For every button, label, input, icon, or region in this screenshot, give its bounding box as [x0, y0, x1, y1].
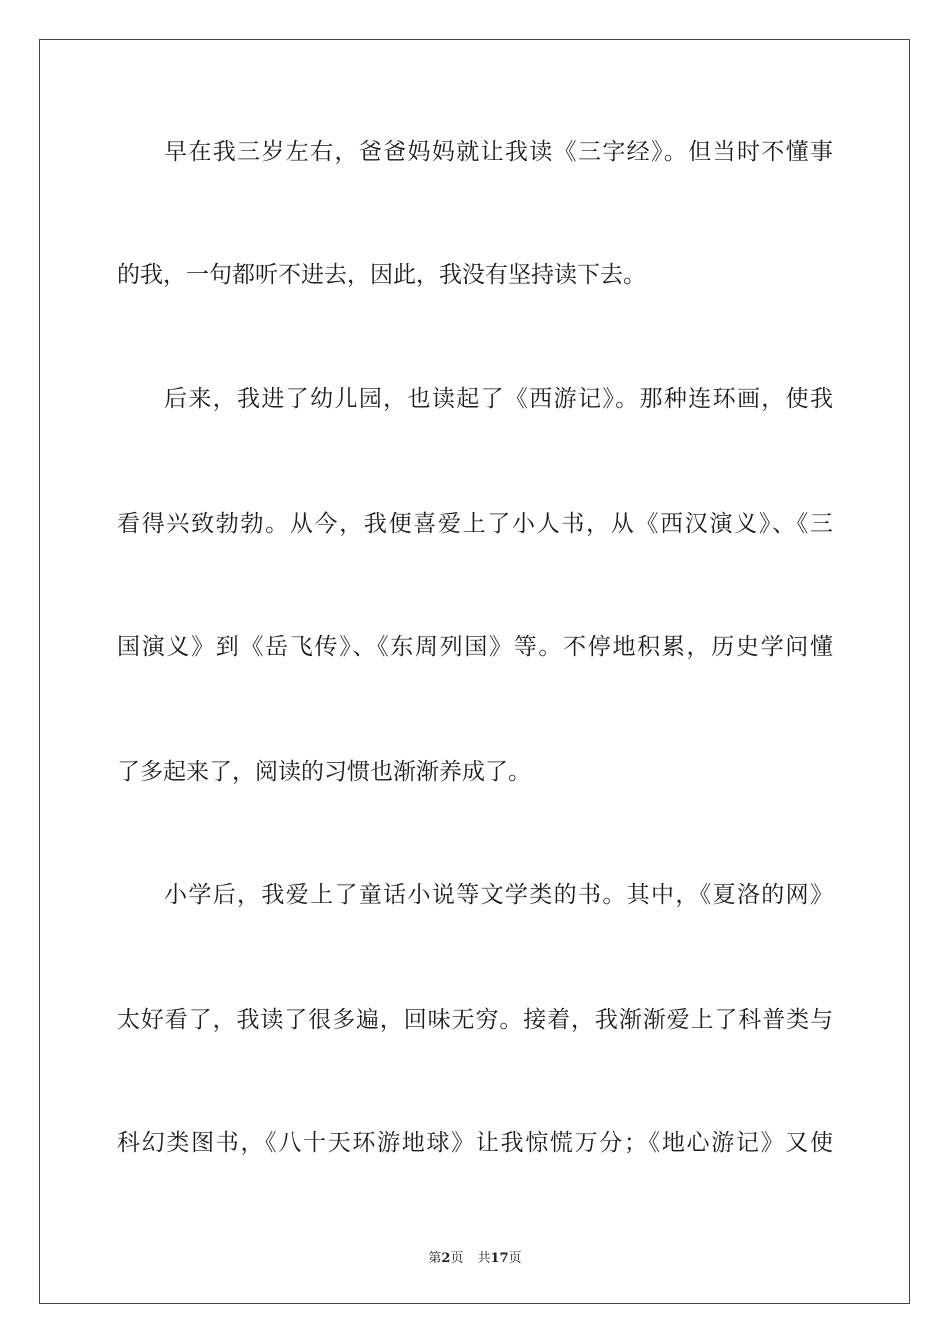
paragraph-2-line-3: 国演义》到《岳飞传》、《东周列国》等。不停地积累，历史学问懂 [117, 634, 833, 660]
paragraph-3-line-2: 太好看了，我读了很多遍，回味无穷。接着，我渐渐爱上了科普类与 [117, 1007, 833, 1033]
paragraph-1-line-2: 的我，一句都听不进去，因此，我没有坚持读下去。 [117, 262, 646, 288]
page-footer [0, 1247, 950, 1266]
total-pages: 17 [490, 1251, 509, 1266]
page-frame [39, 39, 910, 1304]
paragraph-1-line-1: 早在我三岁左右，爸爸妈妈就让我读《三字经》。但当时不懂事 [164, 139, 833, 165]
paragraph-2-line-4: 了多起来了，阅读的习惯也渐渐养成了。 [117, 759, 531, 785]
paragraph-3-line-3: 科幻类图书，《八十天环游地球》让我惊慌万分；《地心游记》又使 [117, 1130, 833, 1156]
page-number: 2 [441, 1251, 451, 1266]
page-suffix: 页 [450, 1251, 464, 1266]
total-prefix: 共 [477, 1251, 491, 1266]
paragraph-2-line-1: 后来，我进了幼儿园，也读起了《西游记》。那种连环画，使我 [164, 386, 833, 412]
paragraph-3-line-1: 小学后，我爱上了童话小说等文学类的书。其中，《夏洛的网》 [164, 882, 833, 908]
page-prefix: 第 [428, 1251, 442, 1266]
total-suffix: 页 [508, 1251, 522, 1266]
paragraph-2-line-2: 看得兴致勃勃。从今，我便喜爱上了小人书，从《西汉演义》、《三 [117, 511, 833, 537]
